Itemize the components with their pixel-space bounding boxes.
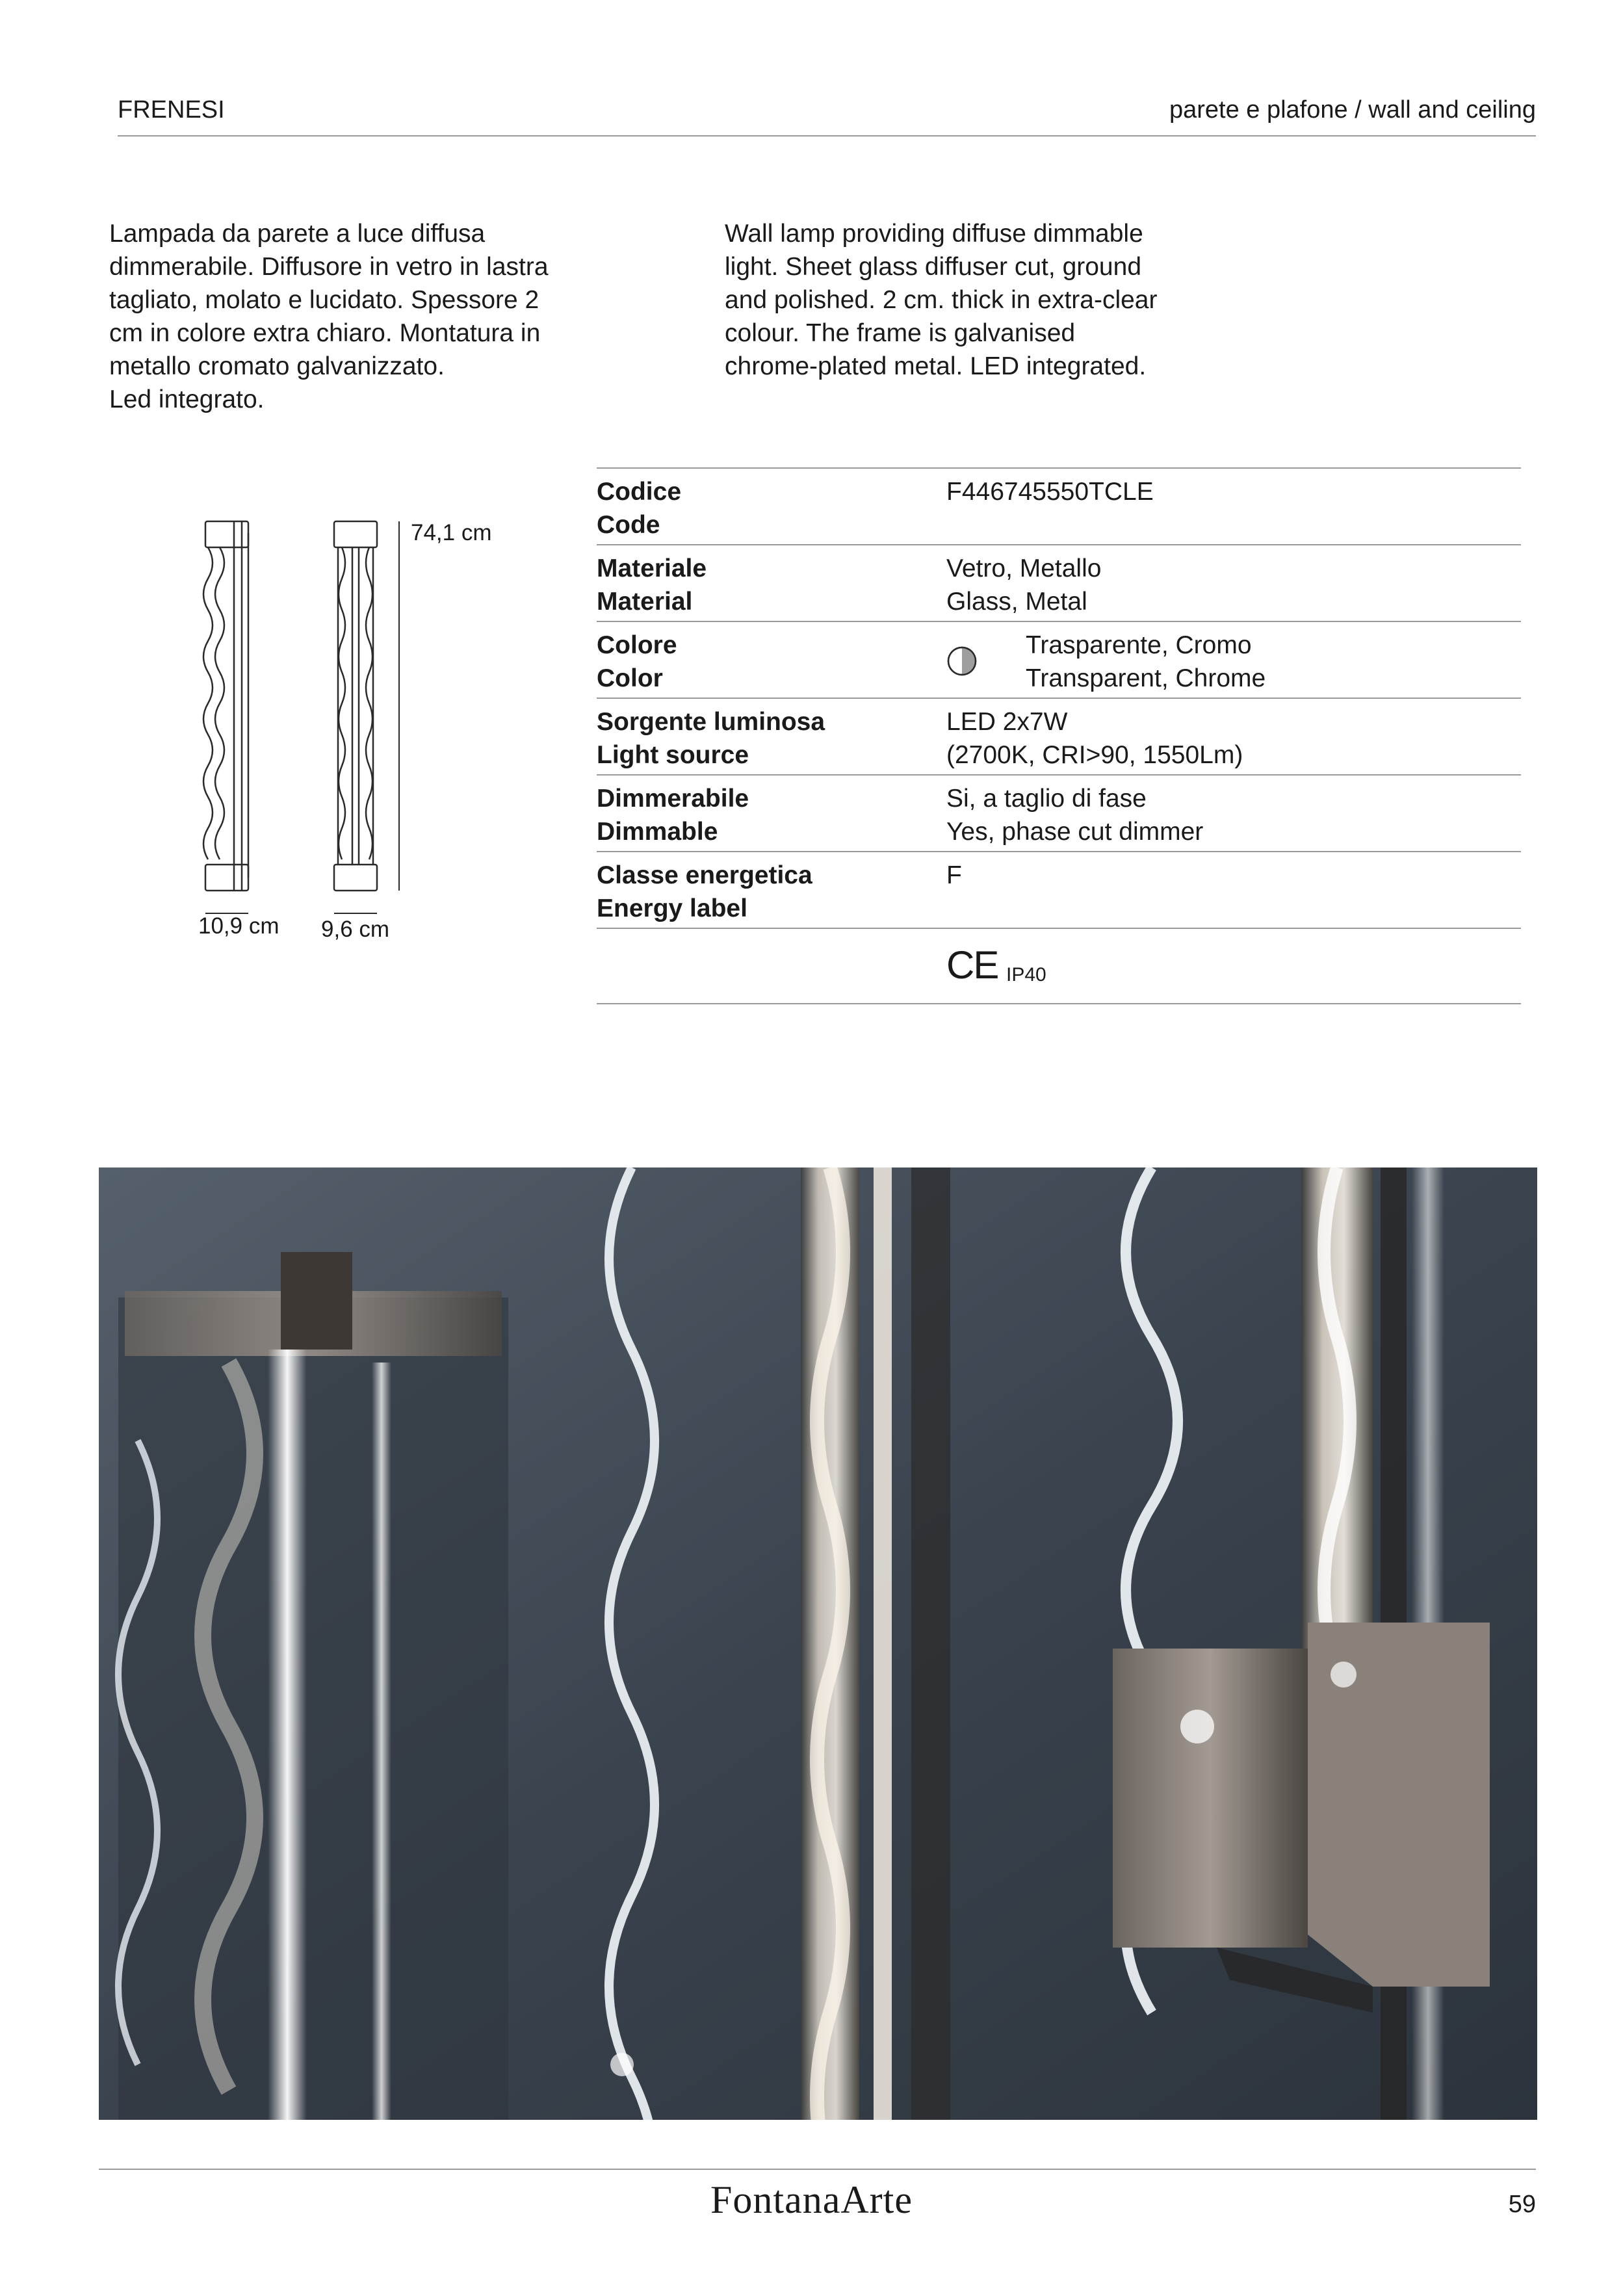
spec-label <box>597 859 812 925</box>
spec-value <box>946 552 1101 618</box>
brand-logo: FontanaArte <box>710 2178 913 2221</box>
label-italian: Classe energetica <box>597 861 812 889</box>
label-english: Light source <box>597 741 749 769</box>
label-italian: Materiale <box>597 554 707 582</box>
description-line: cm in colore extra chiaro. Montatura in <box>109 319 541 347</box>
product-photo <box>99 1168 1537 2120</box>
front-view-drawing <box>334 521 399 913</box>
description-line: Led integrato. <box>109 385 265 413</box>
spec-label <box>597 705 825 772</box>
spec-row-material <box>597 544 1521 621</box>
spec-value <box>946 782 1203 848</box>
product-title: FRENESI <box>118 96 225 124</box>
color-swatch-icon <box>946 646 978 677</box>
description-line: chrome-plated metal. LED integrated. <box>725 352 1147 380</box>
spec-row-energy-label <box>597 851 1521 928</box>
spec-label <box>597 475 681 541</box>
label-italian: Colore <box>597 631 677 659</box>
spec-value <box>946 705 1243 772</box>
spec-label <box>597 552 707 618</box>
value-line: F446745550TCLE <box>946 478 1154 506</box>
label-english: Color <box>597 664 663 692</box>
description-line: and polished. 2 cm. thick in extra-clear <box>725 286 1158 314</box>
spec-row-certifications <box>597 928 1521 1004</box>
category-label: parete e plafone / wall and ceiling <box>1169 96 1536 124</box>
description-line: colour. The frame is galvanised <box>725 319 1076 347</box>
description-line: light. Sheet glass diffuser cut, ground <box>725 253 1142 281</box>
side-view-drawing <box>203 521 248 913</box>
description-line: tagliato, molato e lucidato. Spessore 2 <box>109 286 539 314</box>
depth-dimension: 10,9 cm <box>198 913 279 939</box>
value-line: F <box>946 861 962 889</box>
value-line: Transparent, Chrome <box>1026 664 1266 692</box>
spec-table <box>597 467 1521 1004</box>
spec-value <box>946 859 962 892</box>
value-line: Vetro, Metallo <box>946 554 1102 582</box>
description-line: Lampada da parete a luce diffusa <box>109 220 486 248</box>
technical-drawing <box>188 514 435 917</box>
description-line: dimmerabile. Diffusore in vetro in lastra <box>109 253 549 281</box>
spec-row-dimmable <box>597 774 1521 851</box>
label-english: Code <box>597 511 660 539</box>
spec-value <box>1026 629 1266 695</box>
value-line: Glass, Metal <box>946 588 1087 616</box>
spec-row-code <box>597 467 1521 544</box>
label-english: Energy label <box>597 894 747 922</box>
page-number: 59 <box>1508 2191 1536 2218</box>
spec-value <box>946 475 1154 508</box>
ip-rating: IP40 <box>1006 964 1046 985</box>
label-italian: Sorgente luminosa <box>597 708 825 736</box>
ce-mark-icon: CE <box>946 943 998 987</box>
height-dimension: 74,1 cm <box>411 520 492 545</box>
header-divider <box>118 135 1536 137</box>
label-english: Material <box>597 588 693 616</box>
value-line: Yes, phase cut dimmer <box>946 818 1204 846</box>
spec-row-color <box>597 621 1521 698</box>
footer-divider <box>99 2169 1536 2170</box>
label-italian: Codice <box>597 478 682 506</box>
spec-label <box>597 782 749 848</box>
spec-row-light-source <box>597 698 1521 774</box>
value-line: Si, a taglio di fase <box>946 785 1147 813</box>
description-italian <box>109 217 549 416</box>
spec-label <box>597 629 677 695</box>
width-dimension: 9,6 cm <box>321 917 390 942</box>
value-line: LED 2x7W <box>946 708 1068 736</box>
value-line: (2700K, CRI>90, 1550Lm) <box>946 741 1243 769</box>
description-english <box>725 217 1157 383</box>
description-line: metallo cromato galvanizzato. <box>109 352 445 380</box>
label-italian: Dimmerabile <box>597 785 749 813</box>
label-english: Dimmable <box>597 818 718 846</box>
description-line: Wall lamp providing diffuse dimmable <box>725 220 1143 248</box>
value-line: Trasparente, Cromo <box>1026 631 1252 659</box>
